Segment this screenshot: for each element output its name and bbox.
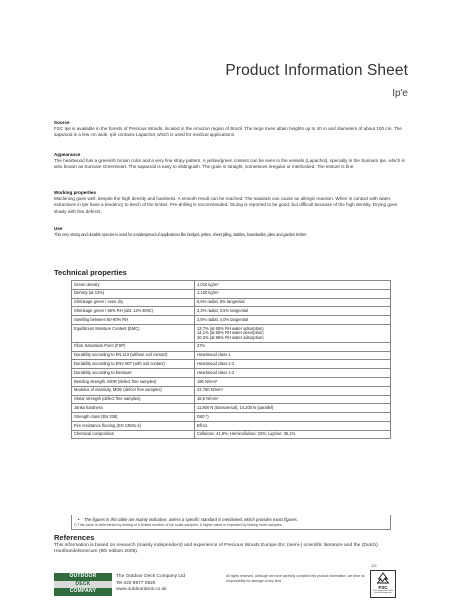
property-name: Shrinkage green / 65% RH (abt. 12% EMC): [72, 307, 195, 316]
working-properties-heading: Working properties: [54, 190, 97, 195]
property-value-line: 22.760 N/mm²: [197, 387, 223, 393]
property-value-line: 6,6% radial; 8% tangential: [197, 299, 245, 305]
property-name: Shrinkage green / oven dry: [72, 298, 195, 307]
property-value: [195, 281, 391, 290]
use-section: [54, 226, 410, 238]
working-properties-section: [54, 190, 410, 215]
table-row: [72, 316, 391, 325]
company-name: The Outdoor Deck Company Ltd: [116, 574, 186, 579]
source-section: [54, 120, 410, 139]
appearance-heading: Appearance: [54, 152, 81, 157]
property-value-line: 196 N/mm²: [197, 378, 218, 384]
logo-line-company: COMPANY: [54, 588, 112, 596]
property-value-line: Heartwood class 1-2: [197, 369, 235, 375]
table-row: [72, 324, 391, 342]
table-notes: [71, 515, 391, 530]
property-value: [195, 360, 391, 369]
table-row: [72, 289, 391, 298]
property-value: [195, 307, 391, 316]
references-text: This information is based on research (mainly independent) and experience of Precious Woods Europe BV, (semi-) scientific literature and the (Dutch) Houthandelsmecum (9th edition 2005).: [54, 543, 378, 555]
table-row: [72, 307, 391, 316]
property-value-line: Bfl-s1: [197, 422, 208, 428]
property-value: [195, 386, 391, 395]
appearance-section: [54, 152, 410, 171]
property-value: [195, 298, 391, 307]
logo-line-deck: DECK: [54, 581, 112, 589]
property-value-line: Heartwood class 1: [197, 352, 231, 358]
table-row: [72, 421, 391, 430]
property-value-line: 2,8% radial; 4,0% tangential: [197, 316, 248, 322]
table-row: [72, 342, 391, 351]
property-value-line: 1.100 kg/m³: [197, 290, 219, 296]
use-text: This very strong and durable species is used for a widespread of applications like bridges, jetties, sheet piling, stables, boardwalks, piles and garden timber.: [54, 232, 307, 237]
company-website[interactable]: www.outdoordeck.co.uk: [116, 587, 167, 593]
property-name: Chemical composition: [72, 430, 195, 439]
property-value-line: Cellulose: 41,9%; Hemicellulose: 23%; Lignine: 35,1%: [197, 431, 296, 437]
table-row: [72, 386, 391, 395]
property-value: [195, 413, 391, 422]
references-heading: References: [54, 533, 95, 542]
fsc-label: FSC: [378, 585, 388, 590]
table-row: [72, 298, 391, 307]
table-row: [72, 360, 391, 369]
working-properties-text: Machining goes well, despite the high density and hardness. A smooth result can be reached. The sawdust can cause an allergic reaction. When in contact with water, extractives in Ipe have a tendency to leech of the timber. Pre-drilling is recommended. Gluing is reported to be good, but difficult because of the high density. Drying goes slowly with few defects.: [54, 196, 398, 214]
property-value-line: 18,5 N/mm²: [197, 396, 219, 402]
property-value-line: 27%: [197, 343, 206, 349]
property-name: Durability according to literature: [72, 369, 195, 378]
rights-notice: All rights reserved. Although we have carefully compiled this product information, we bear no responsibility for damage of any kind.: [226, 574, 365, 584]
property-value-line: D60 *): [197, 413, 209, 419]
source-text: FSC Ipe is available in the forests of Precious Woods, located in the Amazon region of Brazil. The large trees attain heights up to 40 m and diameters of about 100 cm. The sapwood is a few cm wide. Ipê contains Lapachol, which is used for medical applications.: [54, 126, 402, 138]
property-name: Green density: [72, 281, 195, 290]
technical-properties-table: [71, 280, 391, 439]
table-row: [72, 378, 391, 387]
property-name: Fire resistance flooring (EN 13501-1): [72, 421, 195, 430]
property-value-line: 2,3% radial; 3,5% tangential: [197, 307, 248, 313]
table-note-footnote: *) This value is determined by testing of a limited number of full scale samples. A higher value is expected by testing more samples.: [74, 523, 283, 527]
fsc-logo: [370, 570, 396, 598]
technical-properties-heading: Technical properties: [54, 268, 127, 277]
outdoor-deck-company-logo: [54, 573, 112, 596]
table-row: [72, 351, 391, 360]
logo-line-outdoor: OUTDOOR: [54, 573, 112, 581]
property-value: [195, 316, 391, 325]
property-name: Shear strength (defect free samples): [72, 395, 195, 404]
property-value: [195, 351, 391, 360]
table-note-main: • The figures in this table are mainly indicative, unless a specific standard is mentioned, which provides exact figures.: [74, 517, 388, 522]
property-value-line: 20,2% (at 95% RH water adsorption): [197, 334, 264, 340]
property-value: [195, 430, 391, 439]
table-row: [72, 281, 391, 290]
property-value-line: 1.010 kg/m³: [197, 281, 219, 287]
company-contact: [116, 574, 185, 594]
property-value: [195, 289, 391, 298]
property-value: [195, 342, 391, 351]
property-name: Equilibrium Moisture Content (EMC): [72, 324, 195, 342]
property-name: Swelling between 60-90% RH: [72, 316, 195, 325]
property-name: Durability according to ENV 807 (with soil contact): [72, 360, 195, 369]
property-value: [195, 395, 391, 404]
property-name: Durability according to EN 113 (without soil contact): [72, 351, 195, 360]
product-name: Ip'e: [392, 88, 408, 99]
property-value-line: 11.800 N (transversal); 14.200 N (parallel): [197, 404, 274, 410]
property-value-line: 14,1% (at 65% RH water desorption): [197, 330, 264, 336]
property-name: Janka hardness: [72, 404, 195, 413]
property-value-line: 13,7% (at 65% RH water adsorption): [197, 325, 264, 331]
use-heading: Use: [54, 226, 63, 231]
page-title: Product Information Sheet: [225, 62, 408, 79]
source-heading: Source: [54, 120, 70, 125]
property-value-line: Heartwood class 1-2: [197, 361, 235, 367]
property-value: [195, 369, 391, 378]
table-row: [72, 369, 391, 378]
table-row: [72, 413, 391, 422]
table-row: [72, 404, 391, 413]
property-value: [195, 378, 391, 387]
company-phone: Tel 020 8977 0820: [116, 580, 156, 586]
property-name: Modulus of elasticity, MOE (defect free samples): [72, 386, 195, 395]
table-row: [72, 430, 391, 439]
property-name: Bending strength, MOR (defect free samples): [72, 378, 195, 387]
tree-check-icon: [376, 572, 390, 585]
property-value: [195, 404, 391, 413]
property-value: [195, 324, 391, 342]
property-value: [195, 421, 391, 430]
property-name: Strength class (EN 338): [72, 413, 195, 422]
property-name: Fibre Saturation Point (FSP): [72, 342, 195, 351]
table-row: [72, 395, 391, 404]
property-name: Density (at 12%): [72, 289, 195, 298]
fsc-tagline: Promoting responsible forest management: [373, 590, 393, 595]
appearance-text: The heartwood has a greenish brown color and a very fine stripy pattern. A yellow/green content can be seen in the vessels (Lapachol), specially in the Surinam Ipe, which is also known as Surinam Greenheart. The sapwood is easy to distinguish. The grain is straight, sometimes irregular or interlocked. The texture is fine.: [54, 158, 405, 170]
page-number: 1/2: [371, 563, 377, 568]
